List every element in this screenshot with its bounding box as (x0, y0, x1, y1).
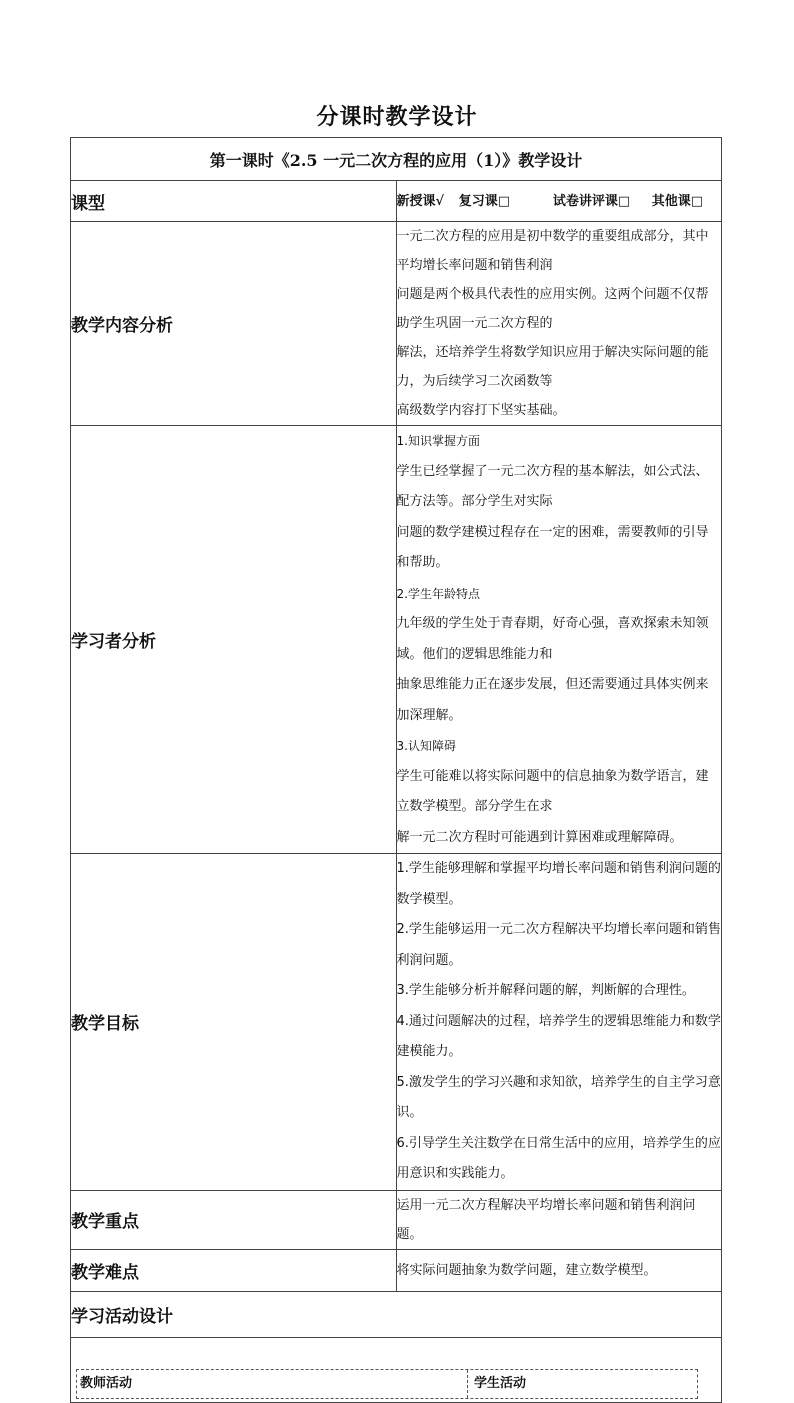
student-activity-header: 学生活动 (474, 1375, 527, 1391)
option-exam-review-lesson: 试卷讲评课□ (552, 193, 631, 209)
objectives-text (396, 854, 722, 1191)
learner-line: 问题的数学建模过程存在一定的困难，需要教师的引导和帮助。 (396, 524, 709, 570)
activity-design-heading: 学习活动设计 (71, 1291, 722, 1337)
objective-item: 3.学生能够分析并解释问题的解，判断解的合理性。 (396, 983, 695, 998)
learner-analysis-label: 学习者分析 (71, 426, 397, 854)
learner-analysis-text (396, 426, 722, 854)
learner-line: 抽象思维能力正在逐步发展，但还需要通过具体实例来加深理解。 (396, 677, 709, 723)
activity-table-cell (71, 1337, 722, 1402)
objective-item: 2.学生能够运用一元二次方程解决平均增长率问题和销售利润问题。 (396, 922, 721, 968)
objective-item: 1.学生能够理解和掌握平均增长率问题和销售利润问题的数学模型。 (396, 861, 721, 907)
objective-item: 6.引导学生关注数学在日常生活中的应用，培养学生的应用意识和实践能力。 (396, 1135, 721, 1181)
content-analysis-text (396, 222, 722, 426)
option-review-lesson: 复习课□ (458, 193, 511, 209)
activity-columns (76, 1369, 698, 1399)
objectives-label: 教学目标 (71, 854, 397, 1191)
course-type-label: 课型 (71, 181, 397, 222)
learner-line: 学生已经掌握了一元二次方程的基本解法，如公式法、配方法等。部分学生对实际 (396, 463, 709, 509)
option-new-lesson: 新授课√ (396, 193, 445, 209)
content-line: 一元二次方程的应用是初中数学的重要组成部分，其中平均增长率问题和销售利润 (396, 229, 709, 273)
content-line: 问题是两个极具代表性的应用实例。这两个问题不仅帮助学生巩固一元二次方程的 (396, 287, 709, 331)
content-analysis-label: 教学内容分析 (71, 222, 397, 426)
key-point-text: 运用一元二次方程解决平均增长率问题和销售利润问题。 (396, 1190, 722, 1249)
teacher-activity-header: 教师活动 (77, 1370, 468, 1398)
content-line: 解法，还培养学生将数学知识应用于解决实际问题的能力，为后续学习二次函数等 (396, 345, 709, 389)
learner-line: 九年级的学生处于青春期，好奇心强，喜欢探索未知领域。他们的逻辑思维能力和 (396, 616, 709, 662)
objective-item: 4.通过问题解决的过程，培养学生的逻辑思维能力和数学建模能力。 (396, 1013, 721, 1059)
difficulty-text: 将实际问题抽象为数学问题，建立数学模型。 (396, 1249, 722, 1291)
page-title: 分课时教学设计 (316, 104, 478, 130)
learner-line: 学生可能难以将实际问题中的信息抽象为数学语言，建立数学模型。部分学生在求 (396, 768, 709, 814)
learner-heading: 1.知识掌握方面 (396, 434, 480, 448)
lesson-subtitle: 第一课时《2.5 一元二次方程的应用（1）》教学设计 (71, 138, 722, 181)
key-point-label: 教学重点 (71, 1190, 397, 1249)
difficulty-label: 教学难点 (71, 1249, 397, 1291)
lesson-plan-table (70, 137, 722, 1403)
learner-line: 解一元二次方程时可能遇到计算困难或理解障碍。 (396, 829, 683, 845)
objective-item: 5.激发学生的学习兴趣和求知欲，培养学生的自主学习意识。 (396, 1074, 721, 1120)
content-line: 高级数学内容打下坚实基础。 (396, 403, 566, 418)
option-other-lesson: 其他课□ (651, 193, 704, 209)
learner-heading: 2.学生年龄特点 (396, 586, 480, 601)
learner-heading: 3.认知障碍 (396, 739, 456, 753)
course-type-options (396, 181, 722, 222)
